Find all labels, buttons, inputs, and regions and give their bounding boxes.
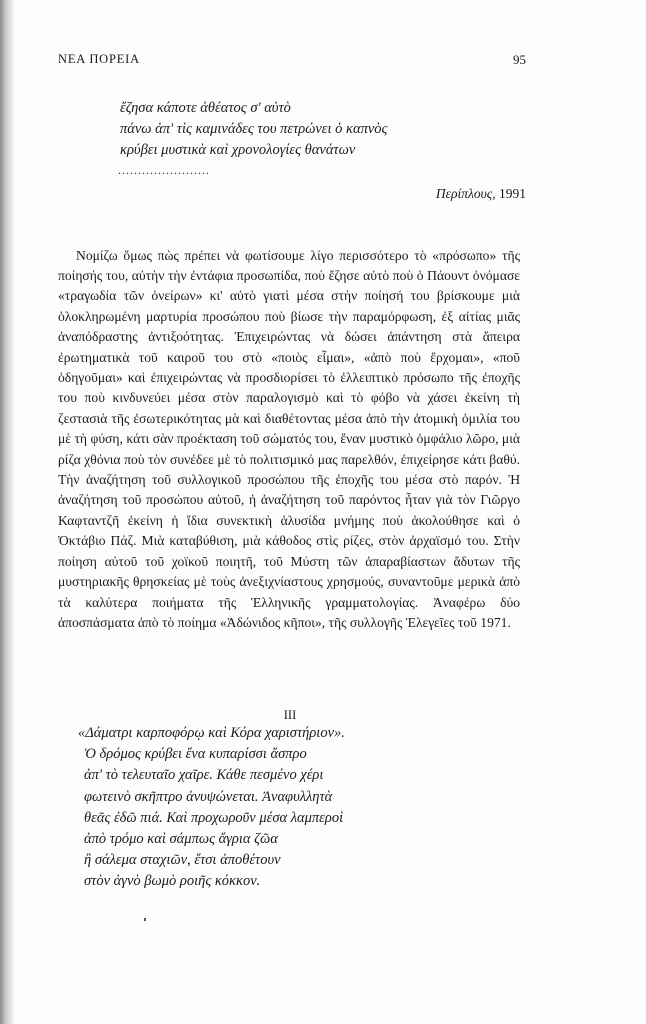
- epigraph-source: [436, 186, 526, 202]
- poem-line: Ὁ δρόμος κρύβει ἕνα κυπαρίσσι ἄσπρο: [84, 746, 307, 763]
- poem-line: φωτεινὸ σκῆπτρο ἀνυψώνεται. Ἀναφυλλητὰ: [84, 788, 333, 805]
- source-title: Περίπλους,: [435, 186, 496, 201]
- page-number: 95: [513, 52, 526, 67]
- poem-line: στὸν ἁγνὸ βωμὸ ροιῆς κόκκον.: [84, 873, 261, 890]
- epigraph-line: πάνω ἀπ' τὶς καμινάδες του πετρώνει ὁ καπνὸς: [120, 121, 388, 137]
- spine-shadow: [0, 0, 14, 1024]
- epigraph-line: ἔζησα κάποτε ἀθέατος σ' αὐτὸ: [120, 100, 291, 116]
- poem-line: ἢ σάλεμα σταχιῶν, ἔτσι ἀποθέτουν: [84, 852, 281, 869]
- poem-line: ἀπ' τὸ τελευταῖο χαῖρε. Κάθε πεσμένο χέρι: [84, 767, 324, 784]
- poem-line: «Δάματρι καρποφόρῳ καὶ Κόρα χαριστήριον».: [78, 725, 345, 741]
- poem-line: θεᾶς ἐδῶ πιά. Καὶ προχωροῦν μέσα λαμπεροὶ: [84, 809, 344, 826]
- epigraph-ellipsis: .......................: [118, 163, 210, 177]
- source-year: 1991: [495, 186, 526, 201]
- print-speck: [144, 918, 146, 921]
- section-number: III: [283, 708, 297, 722]
- epigraph-line: κρύβει μυστικὰ καὶ χρονολογίες θανάτων: [120, 142, 356, 158]
- epigraph-poem: [120, 98, 420, 161]
- poem-line: ἀπὸ τρόμο καὶ σάμπως ἄγρια ζῶα: [84, 831, 278, 848]
- body-paragraph: Νομίζω ὅμως πὼς πρέπει νὰ φωτίσουμε λίγο περισσότερο τὸ «πρόσωπο» τῆς ποίησής του, αὐτὴν τὴν ἐντάφια προσωπίδα, ποὺ ἔζησε αὐτὸ ποὺ ὁ Πάουντ ὀνόμασε «τραγωδία τῶν ὀνείρων» κι' αὐτὸ γιατὶ μέσα στὴν ποίησή του βρίσκουμε μιὰ ὁλοκληρωμένη μαρτυρία προσώπου ποὺ βίωσε τὴν παραμόρφωση, ἐξ αἰτίας μιᾶς ἀναπόδραστης ἀντιξοότητας. Ἐπιχειρώντας νὰ δώσει ἀπάντηση στὰ ἄπειρα ἐρωτηματικὰ τοῦ καιροῦ του στὸ «ποιὸς εἶμαι», «ἀπὸ ποὺ ἔρχομαι», «ποῦ ὁδηγοῦμαι» καὶ ἐπιχειρώντας νὰ προσδιορίσει τὸ ἐλλειπτικὸ πρόσωπο τῆς ἐποχῆς του ποὺ κινδυνεύει μέσα στὸν παραλογισμὸ καὶ τὸ φόβο νὰ χάσει ἐκείνη τὴ ζεστασιὰ τῆς ἐσωτερικότητας μὰ καὶ διαθέτοντας μέσα ἀπὸ τὴν ἀτομικὴ ὁμιλία του μὲ τὴ φύση, κάτι σὰν προέκταση τοῦ σώματός του, ἕναν μυστικὸ ὀμφάλιο λῶρο, μιὰ ρίζα χθόνια ποὺ τὸν συνέδεε μὲ τὸ πολιτισμικό μας παρελθόν, ἐπιχείρησε κάτι βαθύ. Τὴν ἀναζήτηση τοῦ συλλογικοῦ προσώπου τῆς ἐποχῆς του μέσα στὸ παρόν. Ἡ ἀναζήτηση τοῦ προσώπου αὐτοῦ, ἡ ἀναζήτηση τοῦ παρόντος ἦταν γιὰ τὸν Γιῶργο Καφταντζῆ ἐκείνη ἡ ἴδια συνεκτικὴ ἁλυσίδα μνήμης ποὺ ἀκολούθησε καὶ ὁ Ὀκτάβιο Πάζ. Μιὰ καταβύθιση, μιὰ κάθοδος στὶς ρίζες, στὸν ἀρχαϊσμό του. Στὴν ποίηση αὐτοῦ τοῦ χοϊκοῦ ποιητῆ, τοῦ Μύστη τῶν ἀπαραβίαστων ἄδυτων τῆς μυστηριακῆς θρησκείας μὲ τοὺς ἀνεξιχνίαστους χρησμούς, συναντοῦμε μερικὰ ἀπὸ τὰ καλύτερα ποιήματα τῆς Ἑλληνικῆς γραμματολογίας. Ἀναφέρω δύο ἀποσπάσματα ἀπὸ τὸ ποίημα «Ἀδώνιδος κῆποι», τῆς συλλογῆς Ἐλεγεῖες τοῦ 1971.: [58, 247, 520, 630]
- running-head: ΝΕΑ ΠΟΡΕΙΑ: [58, 52, 140, 66]
- excerpt-poem: [78, 723, 438, 893]
